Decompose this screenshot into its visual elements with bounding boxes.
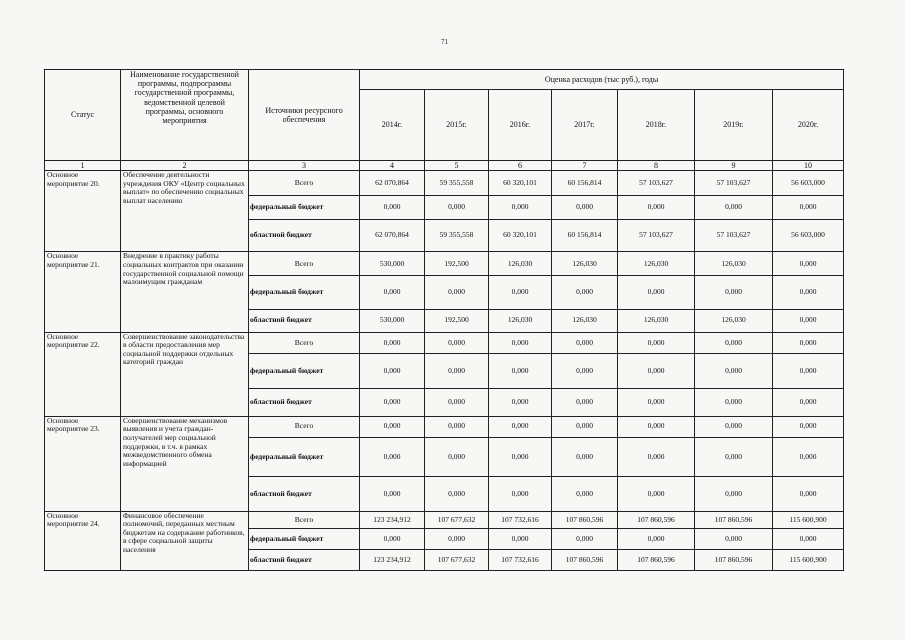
expense-value: 0,000 (425, 416, 489, 437)
expense-value: 107 860,596 (552, 511, 618, 529)
table-row (45, 332, 844, 354)
column-number: 6 (489, 161, 552, 171)
expense-value: 0,000 (425, 388, 489, 416)
expense-value: 0,000 (618, 437, 695, 477)
expense-value: 0,000 (425, 477, 489, 511)
expense-value: 0,000 (552, 416, 618, 437)
expense-value: 0,000 (489, 416, 552, 437)
expense-value: 57 103,627 (695, 220, 773, 252)
expense-value: 107 732,616 (489, 511, 552, 529)
column-number: 2 (121, 161, 249, 171)
expense-value: 107 677,632 (425, 550, 489, 571)
expense-value: 0,000 (773, 309, 844, 332)
activity-status: Основное мероприятие 24. (45, 511, 121, 570)
expense-value: 126,030 (695, 252, 773, 276)
expense-value: 126,030 (552, 252, 618, 276)
expense-value: 57 103,627 (695, 171, 773, 196)
expense-value: 0,000 (552, 529, 618, 550)
funding-source: областной бюджет (249, 550, 360, 571)
expense-value: 0,000 (360, 437, 425, 477)
expense-value: 107 860,596 (695, 511, 773, 529)
header-year: 2017г. (552, 90, 618, 161)
expense-value: 0,000 (552, 276, 618, 309)
expense-value: 126,030 (618, 252, 695, 276)
expense-value: 0,000 (489, 529, 552, 550)
funding-source: областной бюджет (249, 220, 360, 252)
header-year: 2015г. (425, 90, 489, 161)
expense-value: 0,000 (425, 332, 489, 354)
table-row (45, 416, 844, 437)
expense-value: 126,030 (489, 309, 552, 332)
funding-source: федеральный бюджет (249, 196, 360, 220)
expense-value: 0,000 (360, 416, 425, 437)
expense-value: 0,000 (695, 332, 773, 354)
expense-value: 530,000 (360, 309, 425, 332)
expense-value: 192,500 (425, 309, 489, 332)
expense-value: 0,000 (360, 196, 425, 220)
budget-table (44, 69, 844, 571)
expense-value: 0,000 (773, 354, 844, 388)
expense-value: 0,000 (773, 332, 844, 354)
column-number: 3 (249, 161, 360, 171)
expense-value: 0,000 (695, 354, 773, 388)
expense-value: 0,000 (489, 196, 552, 220)
expense-value: 0,000 (695, 196, 773, 220)
activity-name: Финансовое обеспечение полномочий, переданных местным бюджетам на содержание работников, в сфере социальной защиты населения (121, 511, 249, 570)
expense-value: 115 600,900 (773, 550, 844, 571)
expense-value: 0,000 (360, 477, 425, 511)
expense-value: 0,000 (425, 529, 489, 550)
expense-value: 0,000 (425, 276, 489, 309)
table-header (45, 70, 844, 171)
expense-value: 0,000 (618, 276, 695, 309)
expense-value: 0,000 (360, 388, 425, 416)
activity-name: Совершенствование механизмов выявления и учета граждан-получателей мер социальной поддержки, в т.ч. в рамках межведомственного обмена информацией (121, 416, 249, 511)
table-row (45, 511, 844, 529)
header-year: 2018г. (618, 90, 695, 161)
expense-value: 0,000 (360, 354, 425, 388)
expense-value: 107 732,616 (489, 550, 552, 571)
header-expense-estimate: Оценка расходов (тыс руб.), годы (360, 70, 844, 90)
expense-value: 0,000 (618, 196, 695, 220)
activity-status: Основное мероприятие 21. (45, 252, 121, 332)
expense-value: 0,000 (360, 332, 425, 354)
expense-value: 57 103,627 (618, 171, 695, 196)
expense-value: 123 234,912 (360, 511, 425, 529)
expense-value: 0,000 (425, 354, 489, 388)
expense-value: 0,000 (773, 477, 844, 511)
table-row (45, 171, 844, 196)
expense-value: 56 603,000 (773, 220, 844, 252)
expense-value: 0,000 (695, 529, 773, 550)
activity-status: Основное мероприятие 22. (45, 332, 121, 416)
funding-source: федеральный бюджет (249, 276, 360, 309)
expense-value: 60 156,814 (552, 220, 618, 252)
expense-value: 0,000 (489, 477, 552, 511)
header-year: 2014г. (360, 90, 425, 161)
expense-value: 0,000 (552, 477, 618, 511)
funding-source: областной бюджет (249, 309, 360, 332)
expense-value: 0,000 (552, 437, 618, 477)
expense-value: 0,000 (773, 416, 844, 437)
expense-value: 0,000 (618, 477, 695, 511)
funding-source: областной бюджет (249, 477, 360, 511)
expense-value: 0,000 (552, 196, 618, 220)
funding-source: Всего (249, 171, 360, 196)
expense-value: 0,000 (425, 437, 489, 477)
expense-value: 107 677,632 (425, 511, 489, 529)
funding-source: федеральный бюджет (249, 354, 360, 388)
header-year: 2016г. (489, 90, 552, 161)
expense-value: 0,000 (773, 529, 844, 550)
funding-source: федеральный бюджет (249, 529, 360, 550)
column-number: 5 (425, 161, 489, 171)
expense-value: 192,500 (425, 252, 489, 276)
expense-value: 0,000 (489, 354, 552, 388)
expense-value: 0,000 (489, 437, 552, 477)
expense-value: 0,000 (489, 332, 552, 354)
expense-value: 0,000 (618, 388, 695, 416)
expense-value: 0,000 (695, 477, 773, 511)
expense-value: 0,000 (773, 276, 844, 309)
expense-value: 0,000 (618, 529, 695, 550)
page-number: 71 (441, 38, 448, 46)
expense-value: 0,000 (552, 354, 618, 388)
expense-value: 126,030 (695, 309, 773, 332)
column-number: 10 (773, 161, 844, 171)
funding-source: Всего (249, 416, 360, 437)
table-row (45, 252, 844, 276)
expense-value: 0,000 (695, 388, 773, 416)
expense-value: 126,030 (552, 309, 618, 332)
expense-value: 0,000 (695, 276, 773, 309)
expense-value: 0,000 (773, 437, 844, 477)
expense-value: 0,000 (618, 354, 695, 388)
activity-status: Основное мероприятие 20. (45, 171, 121, 252)
expense-value: 0,000 (489, 388, 552, 416)
expense-value: 0,000 (695, 437, 773, 477)
expense-value: 60 156,814 (552, 171, 618, 196)
expense-value: 107 860,596 (552, 550, 618, 571)
expense-value: 62 070,864 (360, 220, 425, 252)
expense-value: 126,030 (489, 252, 552, 276)
expense-value: 0,000 (552, 332, 618, 354)
column-number: 7 (552, 161, 618, 171)
expense-value: 115 600,900 (773, 511, 844, 529)
funding-source: федеральный бюджет (249, 437, 360, 477)
column-number: 4 (360, 161, 425, 171)
expense-value: 0,000 (425, 196, 489, 220)
header-status: Статус (45, 70, 121, 161)
expense-value: 530,000 (360, 252, 425, 276)
header-name: Наименование государственной программы, подпрограммы государственной программы, ведомственной целевой программы, основного мероприятия (121, 70, 249, 161)
funding-source: областной бюджет (249, 388, 360, 416)
expense-value: 57 103,627 (618, 220, 695, 252)
header-source: Источники ресурсного обеспечения (249, 70, 360, 161)
expense-value: 60 320,101 (489, 220, 552, 252)
expense-value: 0,000 (618, 416, 695, 437)
activity-name: Совершенствование законодательства в области предоставления мер социальной поддержки отдельных категорий граждан (121, 332, 249, 416)
expense-value: 126,030 (618, 309, 695, 332)
expense-value: 60 320,101 (489, 171, 552, 196)
column-number: 8 (618, 161, 695, 171)
activity-name: Обеспечение деятельности учреждения ОКУ «Центр социальных выплат» по обеспечению социальных выплат населению (121, 171, 249, 252)
expense-value: 0,000 (773, 388, 844, 416)
expense-value: 56 603,000 (773, 171, 844, 196)
expense-value: 0,000 (773, 196, 844, 220)
expense-value: 0,000 (552, 388, 618, 416)
funding-source: Всего (249, 332, 360, 354)
expense-value: 0,000 (489, 276, 552, 309)
expense-value: 0,000 (360, 529, 425, 550)
funding-source: Всего (249, 252, 360, 276)
expense-value: 107 860,596 (618, 511, 695, 529)
expense-value: 0,000 (695, 416, 773, 437)
column-number: 1 (45, 161, 121, 171)
expense-value: 0,000 (773, 252, 844, 276)
header-year: 2019г. (695, 90, 773, 161)
expense-value: 59 355,558 (425, 220, 489, 252)
expense-value: 107 860,596 (695, 550, 773, 571)
column-number: 9 (695, 161, 773, 171)
expense-value: 107 860,596 (618, 550, 695, 571)
expense-value: 62 070,864 (360, 171, 425, 196)
activity-name: Внедрение в практику работы социальных контрактов при оказании государственной социальной помощи малоимущим гражданам (121, 252, 249, 332)
expense-value: 0,000 (360, 276, 425, 309)
expense-value: 123 234,912 (360, 550, 425, 571)
table-body (45, 171, 844, 571)
expense-value: 0,000 (618, 332, 695, 354)
funding-source: Всего (249, 511, 360, 529)
header-year: 2020г. (773, 90, 844, 161)
activity-status: Основное мероприятие 23. (45, 416, 121, 511)
expense-value: 59 355,558 (425, 171, 489, 196)
